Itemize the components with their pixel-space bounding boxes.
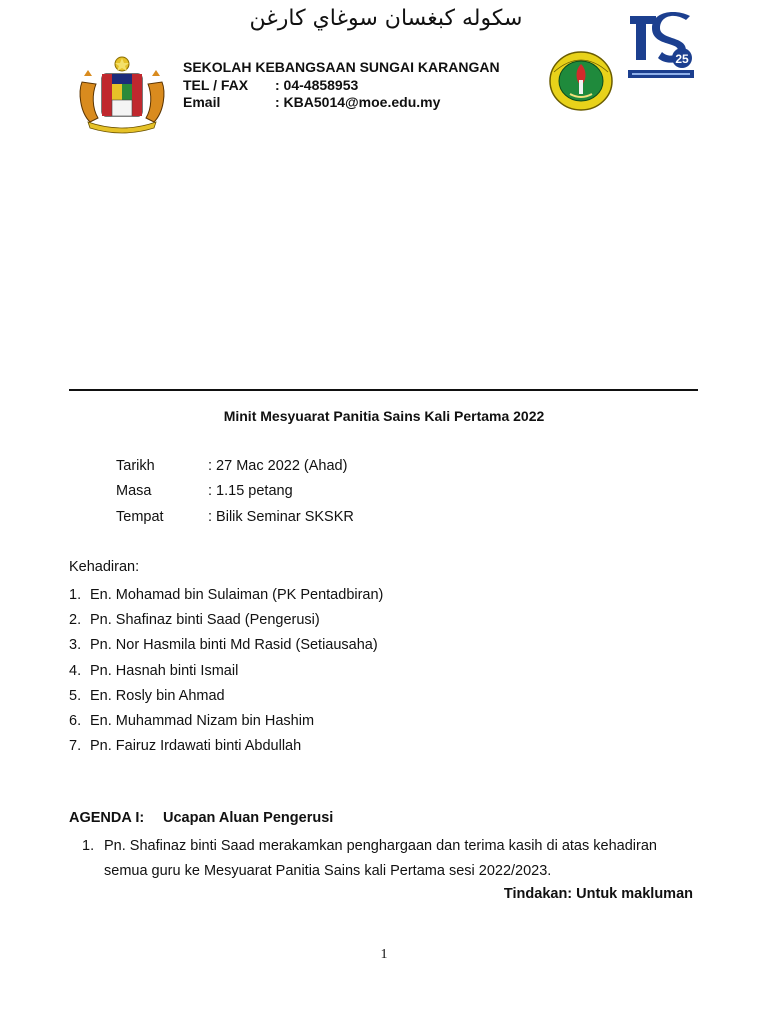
agenda-item-text: Pn. Shafinaz binti Saad merakamkan penghargaan dan terima kasih di atas kehadiran semua guru ke Mesyuarat Panitia Sains kali Pertama sesi 2022/2023. <box>104 838 657 879</box>
meta-time-value: : 1.15 petang <box>208 483 293 499</box>
list-item <box>69 709 383 734</box>
list-item <box>69 684 383 709</box>
list-item <box>69 583 383 608</box>
coat-of-arms-logo <box>74 52 170 134</box>
attendee-name: Pn. Fairuz Irdawati binti Abdullah <box>90 738 302 755</box>
meta-date <box>116 458 347 474</box>
ts25-number: 25 <box>675 52 689 66</box>
list-number: 2. <box>69 612 82 629</box>
attendee-name: En. Muhammad Nizam bin Hashim <box>90 712 315 729</box>
school-badge-logo <box>548 50 614 112</box>
list-item <box>69 608 383 633</box>
attendee-name: En. Mohamad bin Sulaiman (PK Pentadbiran) <box>90 587 384 603</box>
attendance-heading: Kehadiran: <box>69 559 140 575</box>
page-number: 1 <box>380 947 388 962</box>
phone-line <box>183 76 358 94</box>
meta-date-label: Tarikh <box>116 458 155 474</box>
list-number: 3. <box>69 637 82 654</box>
list-number: 6. <box>69 712 82 729</box>
list-number: 4. <box>69 662 82 679</box>
attendee-name: Pn. Shafinaz binti Saad (Pengerusi) <box>90 612 320 629</box>
attendance-list <box>69 583 383 759</box>
jawi-school-name: سكوله كبغسان سوغاي كارغن <box>249 6 523 31</box>
email-line <box>183 93 440 111</box>
attendee-name: En. Rosly bin Ahmad <box>90 687 225 704</box>
header-divider <box>69 389 698 391</box>
agenda-item <box>82 834 700 884</box>
meta-date-value: : 27 Mac 2022 (Ahad) <box>208 458 348 474</box>
meta-venue <box>116 509 354 525</box>
agenda-heading <box>69 810 333 826</box>
school-name: SEKOLAH KEBANGSAAN SUNGAI KARANGAN <box>183 59 500 75</box>
agenda-item-number: 1. <box>82 838 95 854</box>
meta-time <box>116 483 293 499</box>
attendee-name: Pn. Nor Hasmila binti Md Rasid (Setiausaha) <box>90 637 378 654</box>
document-title: Minit Mesyuarat Panitia Sains Kali Pertama 2022 <box>223 408 545 424</box>
list-number: 5. <box>69 687 82 704</box>
email-value: : KBA5014@moe.edu.my <box>275 94 441 110</box>
list-number: 1. <box>69 587 82 603</box>
list-item <box>69 659 383 684</box>
meta-time-label: Masa <box>116 483 152 499</box>
attendee-name: Pn. Hasnah binti Ismail <box>90 662 239 679</box>
list-number: 7. <box>69 738 82 755</box>
meta-venue-value: : Bilik Seminar SKSKR <box>208 509 354 525</box>
agenda-label: AGENDA I: <box>69 810 145 826</box>
ts25-logo <box>626 10 696 80</box>
email-label: Email <box>183 94 221 110</box>
agenda-title: Ucapan Aluan Pengerusi <box>163 810 334 826</box>
list-item <box>69 734 383 759</box>
phone-value: : 04-4858953 <box>275 77 359 93</box>
action-note: Tindakan: Untuk makluman <box>503 886 693 902</box>
list-item <box>69 633 383 658</box>
meta-venue-label: Tempat <box>116 509 164 525</box>
phone-label: TEL / FAX <box>183 77 249 93</box>
